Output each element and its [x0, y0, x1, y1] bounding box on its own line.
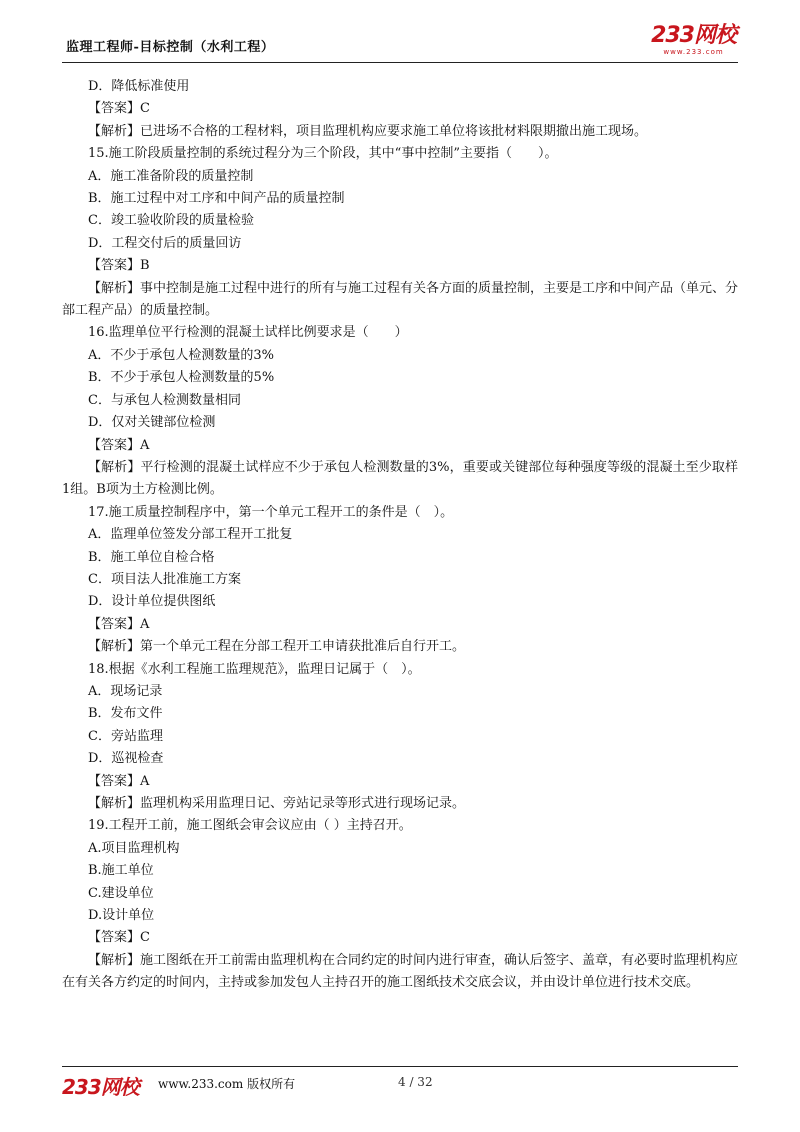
q16-analysis: 【解析】平行检测的混凝土试样应不少于承包人检测数量的3%，重要或关键部位每种强度等级的混凝土至少取样1组。B项为土方检测比例。	[62, 459, 738, 498]
q16-option-c: C．与承包人检测数量相同	[88, 392, 241, 408]
page-header	[62, 22, 738, 63]
q17-option-d: D．设计单位提供图纸	[88, 594, 216, 610]
q15-analysis: 【解析】事中控制是施工过程中进行的所有与施工过程有关各方面的质量控制，主要是工序和中间产品（单元、分部工程产品）的质量控制。	[62, 280, 739, 319]
q14-answer: 【答案】C	[88, 101, 150, 117]
q18-option-b: B．发布文件	[88, 706, 163, 722]
q18-question: 18.根据《水利工程施工监理规范》，监理日记属于（ ）。	[88, 661, 421, 677]
q19-option-d: D.设计单位	[88, 908, 155, 924]
q19-option-b: B.施工单位	[88, 863, 154, 879]
q19-answer: 【答案】C	[88, 930, 150, 946]
q19-analysis: 【解析】施工图纸在开工前需由监理机构在合同约定的时间内进行审查，确认后签字、盖章，有必要时监理机构应在有关各方约定的时间内，主持或参加发包人主持召开的施工图纸技术交底会议，并由设计单位进行技术交底。	[62, 952, 739, 991]
q18-analysis: 【解析】监理机构采用监理日记、旁站记录等形式进行现场记录。	[88, 796, 466, 811]
footer-logo: 233网校	[62, 1075, 139, 1099]
q17-option-c: C．项目法人批准施工方案	[88, 571, 241, 587]
q15-option-a: A．施工准备阶段的质量控制	[88, 168, 254, 184]
document-body	[62, 76, 738, 995]
brand-logo	[651, 24, 736, 56]
document-title: 监理工程师-目标控制（水利工程）	[66, 40, 275, 55]
q17-option-a: A．监理单位签发分部工程开工批复	[88, 527, 293, 543]
q16-option-a: A．不少于承包人检测数量的3%	[88, 347, 275, 363]
brand-logo-mark: 233网校	[651, 23, 736, 48]
q18-answer: 【答案】A	[88, 773, 150, 789]
q15-answer: 【答案】B	[88, 258, 150, 274]
q16-option-b: B．不少于承包人检测数量的5%	[88, 370, 275, 386]
q16-option-d: D．仅对关键部位检测	[88, 415, 216, 431]
q15-question: 15.施工阶段质量控制的系统过程分为三个阶段，其中“事中控制”主要指（ ）。	[88, 146, 558, 162]
q15-option-c: C．竣工验收阶段的质量检验	[88, 213, 254, 229]
q17-answer: 【答案】A	[88, 616, 150, 632]
q19-option-c: C.建设单位	[88, 885, 154, 901]
q16-question: 16.监理单位平行检测的混凝土试样比例要求是（ ）	[88, 325, 408, 341]
q18-option-a: A．现场记录	[88, 683, 163, 699]
q15-option-d: D．工程交付后的质量回访	[88, 235, 242, 251]
page-number: 4 / 32	[398, 1075, 433, 1089]
q17-analysis: 【解析】第一个单元工程在分部工程开工申请获批准后自行开工。	[88, 639, 466, 655]
q19-option-a: A.项目监理机构	[88, 840, 180, 856]
q19-question: 19.工程开工前，施工图纸会审会议应由（ ）主持召开。	[88, 818, 412, 834]
q15-option-b: B．施工过程中对工序和中间产品的质量控制	[88, 191, 345, 207]
q16-answer: 【答案】A	[88, 437, 150, 453]
q17-option-b: B．施工单位自检合格	[88, 549, 215, 565]
q18-option-d: D．巡视检查	[88, 751, 164, 767]
footer-copyright: www.233.com 版权所有	[158, 1077, 296, 1091]
q17-question: 17.施工质量控制程序中，第一个单元工程开工的条件是（ ）。	[88, 504, 454, 520]
brand-logo-url: www.233.com	[663, 48, 724, 56]
q18-option-c: C．旁站监理	[88, 728, 163, 744]
page-footer	[62, 1066, 738, 1101]
q14-option-d: D．降低标准使用	[88, 79, 190, 94]
q14-analysis: 【解析】已进场不合格的工程材料，项目监理机构应要求施工单位将该批材料限期撤出施工现场。	[88, 123, 648, 139]
